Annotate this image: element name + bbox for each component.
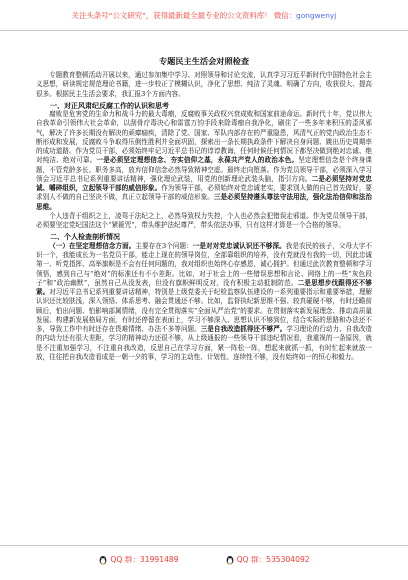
s1-p2-text: 坚定理想信念是个终身课题，不管党龄多长、职务多高，放弃信仰信念必然导致精神空虚。最终走向堕落。作为党员领导干部，必须深入学习领会习近平总书记系列重要讲话精神，强化理论武装，用党的创新理论武装头脑，指引方向。 [36, 156, 372, 183]
page-footer [0, 545, 408, 572]
s2-p1-b: 我是农民的孩子，父母大字不识一个，我能成长为一名党员干部，能走上现在的领导岗位，全部靠组织的培养，没有党就没有我的一切，因此忠诚第一、听党指挥、高举旗帜是不会有任何问题的，我对组织也始终心存感恩，诚心拥护。但通过此次教育整顿和学习领悟，感到自己与“绝对”的标准还有不小差距。比如，对于社会上的一些错误思想和言论、网络上的一些“灰色段子”和“政治幽默”，虽然自己从没发表，但没有旗帜鲜明反对，没有积极主动抵制防范。 [36, 241, 372, 287]
s1-p3-bold: 三是必须坚持遵头尊法守法用法，强化法治信仰和法治思维。 [36, 193, 372, 211]
section-2-heading: 二、个人检查剖析情况 [50, 232, 120, 242]
qq-group-1 [98, 554, 178, 565]
qq-penguin-icon [225, 555, 235, 565]
wechat-id: gongwenyj [296, 10, 337, 20]
s2-p1-bold3: 三是自我改造抓得还不够严。 [200, 325, 287, 334]
qq-label-2: QQ 群： [236, 554, 267, 564]
s2-p1-bold1: 一是对对党忠诚认识还不够深。 [192, 241, 286, 250]
page-header [0, 0, 408, 31]
s2-p1-bold2: 二是思想步伐跟得还不够紧。 [36, 278, 372, 297]
s1-p2-bold: 二是必须坚持对党忠诚、嚼碎组织，立起领导干部的威信形象。 [36, 174, 372, 193]
s2-p1-c: 对习近平总书记系列重要讲话精神，特别是上级党委关于纪检监察队伍建设的一系列重要指示和重要举措，理解认识还比较肤浅，深入领悟、体系思考、融会贯通还不够。比如，监督执纪新思维不强、较真碰硬不够，有时还瞻前顾后，怕出问题、怕影响部属情绪，没有完全贯彻落实“全面从严治党”的要求。在贯彻落实新发展理念、推动高质量发展、构建新发展格局方面，有时还停留在表面上，学习不够深入、思想认识不够到位，结合实际的思路和办法还不多，导致工作中有时还存在畏难情绪、办法不多等问题。 [36, 288, 372, 334]
qq-penguin-icon [98, 555, 108, 565]
s2-subheading: （一）在坚定理想信念方面。 [49, 241, 136, 250]
s1-p1-bold: 一是必须坚定理想信念、夯实信仰之基，永葆共产党人的政治本色。 [96, 156, 299, 165]
s1-p3-text: 作为领导干部，必须始终对党忠诚老实，要求别人做的自己首先做好，要求别人不做的自己坚决不做，真正立起领导干部的威信形象。 [36, 184, 372, 202]
qq-number-2: 535304092 [266, 554, 310, 564]
s1-p1-text: 腐败是危害党的生命力和战斗力的最大毒瘤，反腐败事关政权兴衰成败和国家前途命运。新时代十年，党以伟大自我革命引领伟大社会革命，以刮骨疗毒决心和雷霆万钧手段来除毒瘤自我净化，刷住了一些多年来积压的歪风邪气，解决了许多长期没有解决的顽瘴痼疾，清除了党、国家、军队内部存在的严重隐患，风清气正的党内政治生态不断形成和发展，反腐败斗争取得压倒性胜利并全面巩固，探索出一条长期执政条件下解决自身问题、跳出历史周期率的成功道路。作为党员干部，必须始终牢记习近平总书记的谆谆教诲，任何时候任何情况下都坚决做到绝对忠诚、绝对纯洁、绝对可靠。 [36, 110, 372, 165]
qq-number-1: 31991489 [139, 554, 179, 564]
section-1-paragraph-2: 个人违背于组织之上，凌驾于法纪之上，必然导致权力失控，个人也必然会犯错误走邪道。作为党员领导干部，必须要坚定党纪国法这个“紧箍咒”，带头维护法纪尊严，带头依法办事，只有这样才算是一个合格的领导。 [36, 211, 372, 230]
qq-label-1: QQ 群： [110, 554, 140, 564]
document-body [36, 56, 372, 362]
section-1-paragraph-1 [36, 110, 372, 212]
header-promo-text: 关注头条号“公文研究”，获得最新最全最专业的公文资料库！ 微信： [71, 10, 297, 20]
qq-group-2 [225, 554, 310, 565]
s2-p1-a: 主要存在3个问题： [135, 241, 193, 250]
s2-p1-d: 学习理论的行动力、自我改造的内动力还有很大差距，学习的精神动力还很不够，从上级通报的一些领导干部违纪情况看，我重视的一条原因，就是不注重加强学习，不注重自我改造，反思自己在学习方面，紧一阵松一阵，想起来就抓一抓，有时忙起来就放一放，往往把自我改造看成是一朝一夕的事，学习的主动性、计划性、连续性不够，没有始终如一的恒心和毅力。 [36, 325, 373, 361]
header-banner [72, 10, 337, 21]
section-1-heading: 一、对正风肃纪反腐工作的认识和思考 [50, 100, 169, 110]
document-title: 专题民主生活会对照检查 [158, 56, 250, 66]
section-2-paragraph-1 [36, 242, 372, 362]
intro-paragraph: 专题教育整顿活动开展以来，通过参加集中学习、对照领导和讨论交流，认真学习习近平新时代中国特色社会主义思想，研读规定规范理论书籍，进一步校正了模糊认识，净化了思想、纯洁了灵魂、明确了方向，收获很大、提高很多。根据民主生活会要求，我汇报3个方面内容。 [36, 71, 372, 98]
